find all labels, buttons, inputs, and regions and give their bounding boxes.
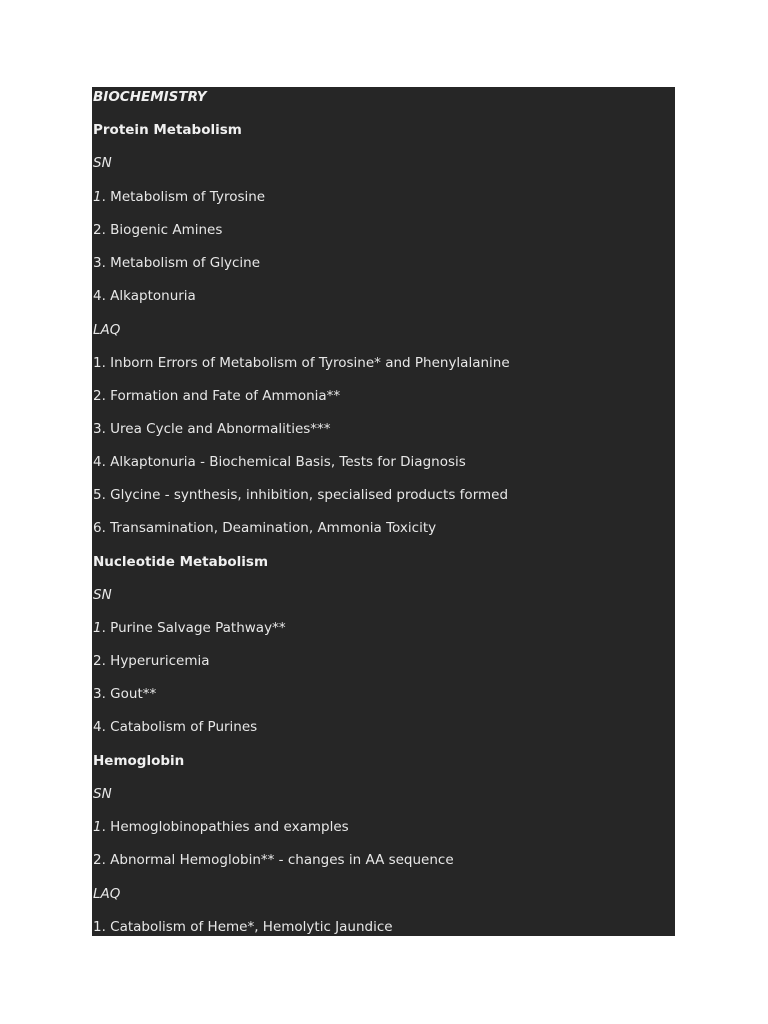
list-item: 2. Abnormal Hemoglobin** - changes in AA sequence: [93, 852, 454, 868]
list-item: 1. Inborn Errors of Metabolism of Tyrosine* and Phenylalanine: [93, 355, 510, 371]
list-item: [93, 817, 349, 837]
section-heading-protein-metabolism: Protein Metabolism: [93, 122, 242, 138]
item-text: . Hemoglobinopathies and examples: [101, 819, 349, 835]
list-item: [93, 618, 286, 638]
list-item: 3. Gout**: [93, 686, 157, 702]
group-label-sn: SN: [93, 155, 112, 171]
item-number: 1: [93, 189, 102, 205]
list-item: 2. Formation and Fate of Ammonia**: [93, 388, 341, 404]
section-heading-hemoglobin: Hemoglobin: [93, 753, 185, 769]
list-item: 1. Catabolism of Heme*, Hemolytic Jaundice: [93, 919, 393, 935]
list-item: 6. Transamination, Deamination, Ammonia Toxicity: [93, 520, 437, 536]
section-heading-nucleotide-metabolism: Nucleotide Metabolism: [93, 554, 269, 570]
document-title: BIOCHEMISTRY: [93, 89, 207, 105]
list-item: 5. Glycine - synthesis, inhibition, specialised products formed: [93, 487, 509, 503]
list-item: 2. Biogenic Amines: [93, 222, 223, 238]
group-label-sn: SN: [93, 786, 112, 802]
list-item: 2. Hyperuricemia: [93, 653, 210, 669]
item-number: 1: [93, 819, 102, 835]
item-number: 1: [93, 620, 102, 636]
list-item: 3. Metabolism of Glycine: [93, 255, 261, 271]
group-label-laq: LAQ: [93, 322, 121, 338]
list-item: 4. Alkaptonuria: [93, 288, 196, 304]
item-text: . Purine Salvage Pathway**: [101, 620, 286, 636]
group-label-laq: LAQ: [93, 886, 121, 902]
group-label-sn: SN: [93, 587, 112, 603]
item-text: . Metabolism of Tyrosine: [101, 189, 266, 205]
list-item: 4. Alkaptonuria - Biochemical Basis, Tests for Diagnosis: [93, 454, 466, 470]
list-item: 3. Urea Cycle and Abnormalities***: [93, 421, 331, 437]
list-item: 4. Catabolism of Purines: [93, 719, 258, 735]
list-item: [93, 187, 265, 207]
document-panel: [92, 87, 675, 936]
